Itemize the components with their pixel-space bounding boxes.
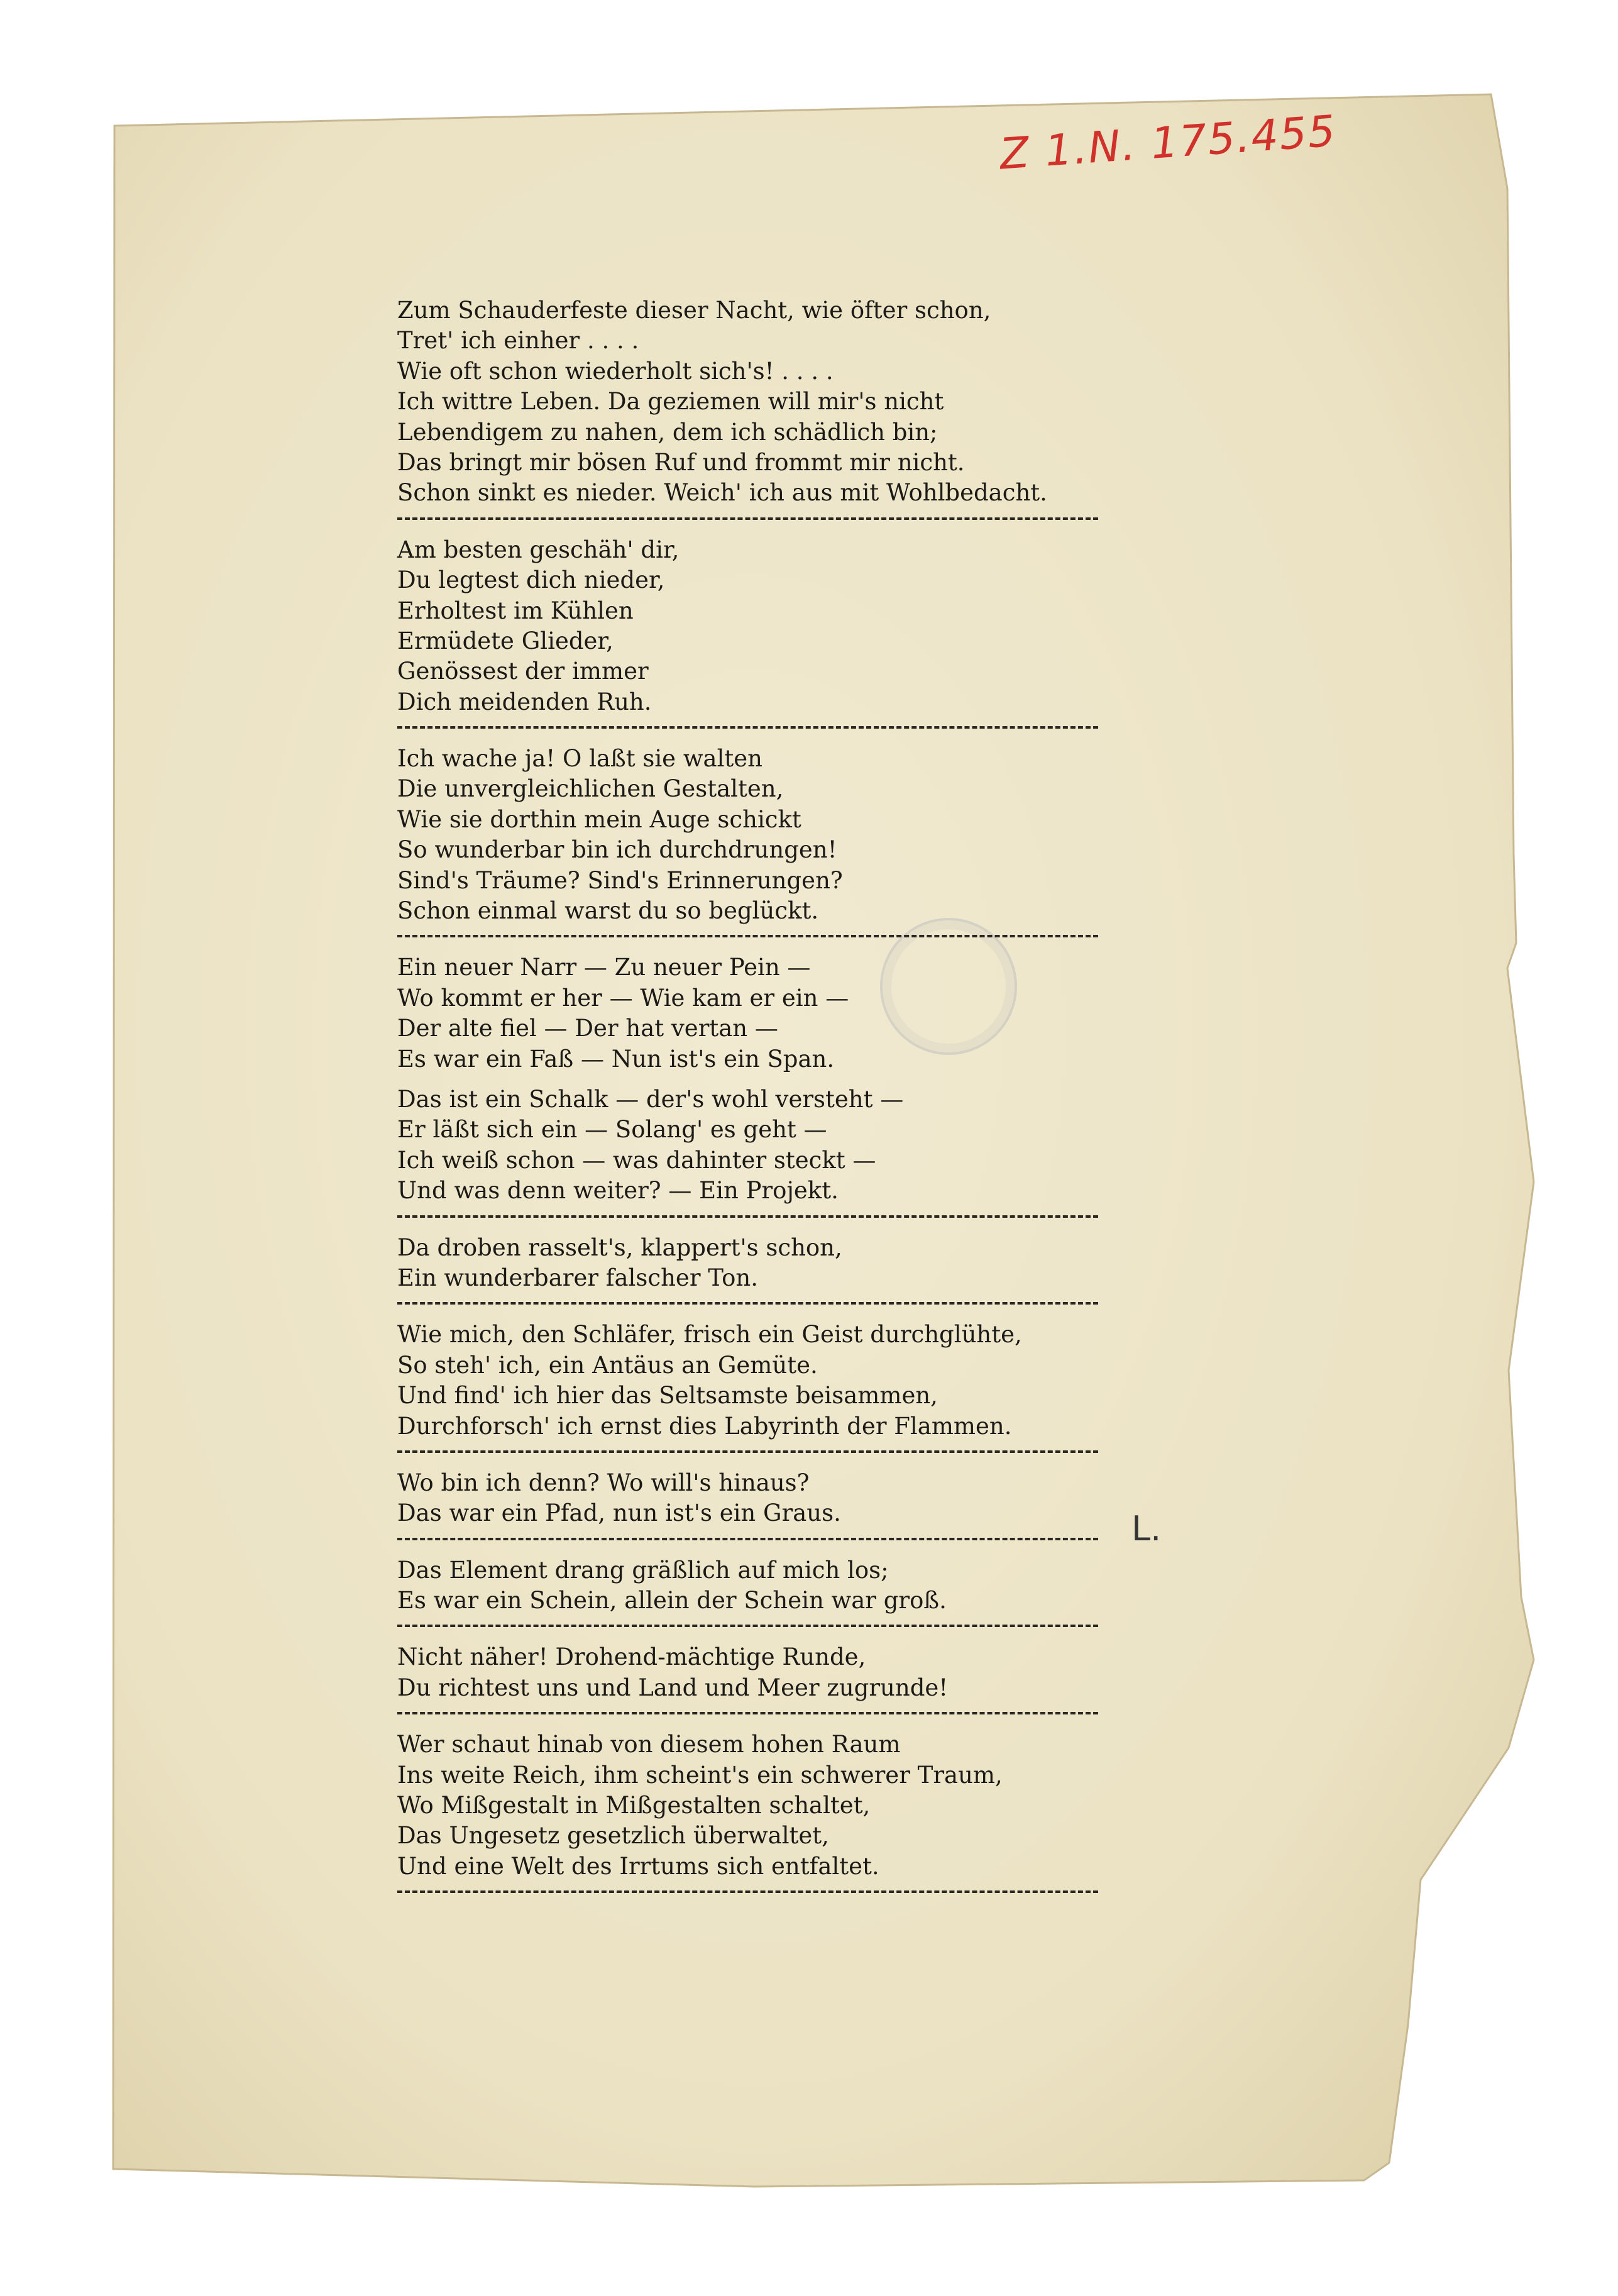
- poem-line: So wunderbar bin ich durchdrungen!: [397, 836, 837, 864]
- poem-line: Und eine Welt des Irrtums sich entfaltet.: [397, 1852, 879, 1880]
- poem-line: Ein neuer Narr — Zu neuer Pein —: [397, 954, 811, 981]
- dashed-divider: [397, 726, 1098, 729]
- poem-line: Ich wache ja! O laßt sie walten: [397, 745, 762, 773]
- dashed-divider: [397, 1450, 1098, 1453]
- poem-line: Wie oft schon wiederholt sich's! . . . .: [397, 357, 834, 385]
- archive-number: Z 1.N. 175.455: [998, 106, 1338, 180]
- poem-line: Wo bin ich denn? Wo will's hinaus?: [397, 1469, 810, 1496]
- dashed-divider: [397, 1215, 1098, 1218]
- margin-mark: L.: [1131, 1509, 1162, 1548]
- stanza: [397, 744, 1114, 926]
- poem-line: Nicht näher! Drohend-mächtige Runde,: [397, 1643, 866, 1671]
- poem-line: Da droben rasselt's, klappert's schon,: [397, 1234, 842, 1261]
- poem-line: So steh' ich, ein Antäus an Gemüte.: [397, 1351, 818, 1379]
- poem-line: Der alte fiel — Der hat vertan —: [397, 1015, 778, 1042]
- poem-line: Und find' ich hier das Seltsamste beisammen,: [397, 1382, 938, 1410]
- stanza: [397, 295, 1114, 509]
- dashed-divider: [397, 1302, 1098, 1305]
- poem-line: Ich weiß schon — was dahinter steckt —: [397, 1146, 876, 1174]
- poem-line: Ich wittre Leben. Da geziemen will mir's nicht: [397, 388, 944, 416]
- dashed-divider: [397, 1538, 1098, 1540]
- dashed-divider: [397, 1625, 1098, 1627]
- poem-line: Das war ein Pfad, nun ist's ein Graus.: [397, 1499, 841, 1527]
- poem-text: [397, 295, 1114, 1908]
- stanza: [397, 1730, 1114, 1882]
- poem-line: Das Ungesetz gesetzlich überwaltet,: [397, 1822, 829, 1850]
- poem-line: Schon einmal warst du so beglückt.: [397, 897, 819, 925]
- poem-line: Es war ein Schein, allein der Schein war groß.: [397, 1587, 947, 1614]
- stanza-gap: [397, 1074, 1114, 1085]
- poem-line: Zum Schauderfeste dieser Nacht, wie öfter schon,: [397, 297, 991, 324]
- poem-line: Du legtest dich nieder,: [397, 566, 665, 594]
- dashed-divider: [397, 517, 1098, 520]
- poem-line: Lebendigem zu nahen, dem ich schädlich bin;: [397, 418, 938, 446]
- poem-line: Das Element drang gräßlich auf mich los;: [397, 1556, 889, 1584]
- poem-line: Wie sie dorthin mein Auge schickt: [397, 805, 801, 833]
- stanza: [397, 1555, 1114, 1616]
- poem-line: Erholtest im Kühlen: [397, 597, 634, 624]
- poem-line: Es war ein Faß — Nun ist's ein Span.: [397, 1045, 835, 1073]
- poem-line: Dich meidenden Ruh.: [397, 688, 652, 715]
- poem-line: Das ist ein Schalk — der's wohl versteht —: [397, 1085, 904, 1113]
- stanza: [397, 1233, 1114, 1294]
- stanza: [397, 1320, 1114, 1442]
- stanza: [397, 535, 1114, 717]
- poem-line: Tret' ich einher . . . .: [397, 327, 639, 355]
- poem-line: Er läßt sich ein — Solang' es geht —: [397, 1116, 827, 1144]
- stanza: [397, 1085, 1114, 1206]
- poem-line: Genössest der immer: [397, 658, 649, 685]
- dashed-divider: [397, 1712, 1098, 1714]
- poem-line: Wie mich, den Schläfer, frisch ein Geist durchglühte,: [397, 1321, 1022, 1349]
- poem-line: Du richtest uns und Land und Meer zugrunde!: [397, 1674, 949, 1701]
- poem-line: Ein wunderbarer falscher Ton.: [397, 1264, 758, 1291]
- dashed-divider: [397, 1890, 1098, 1893]
- poem-line: Und was denn weiter? — Ein Projekt.: [397, 1177, 839, 1205]
- poem-line: Sind's Träume? Sind's Erinnerungen?: [397, 866, 843, 894]
- poem-line: Ermüdete Glieder,: [397, 627, 614, 654]
- poem-line: Die unvergleichlichen Gestalten,: [397, 775, 784, 803]
- poem-line: Wer schaut hinab von diesem hohen Raum: [397, 1731, 901, 1758]
- dashed-divider: [397, 935, 1098, 937]
- poem-line: Schon sinkt es nieder. Weich' ich aus mit Wohlbedacht.: [397, 479, 1047, 507]
- poem-line: Durchforsch' ich ernst dies Labyrinth der Flammen.: [397, 1412, 1012, 1440]
- poem-line: Am besten geschäh' dir,: [397, 536, 680, 563]
- stanza: [397, 1642, 1114, 1703]
- stanza: [397, 952, 1114, 1074]
- poem-line: Das bringt mir bösen Ruf und frommt mir nicht.: [397, 448, 965, 476]
- poem-line: Wo Mißgestalt in Mißgestalten schaltet,: [397, 1792, 871, 1819]
- stanza: [397, 1468, 1114, 1529]
- poem-line: Wo kommt er her — Wie kam er ein —: [397, 984, 849, 1012]
- poem-line: Ins weite Reich, ihm scheint's ein schwerer Traum,: [397, 1761, 1003, 1789]
